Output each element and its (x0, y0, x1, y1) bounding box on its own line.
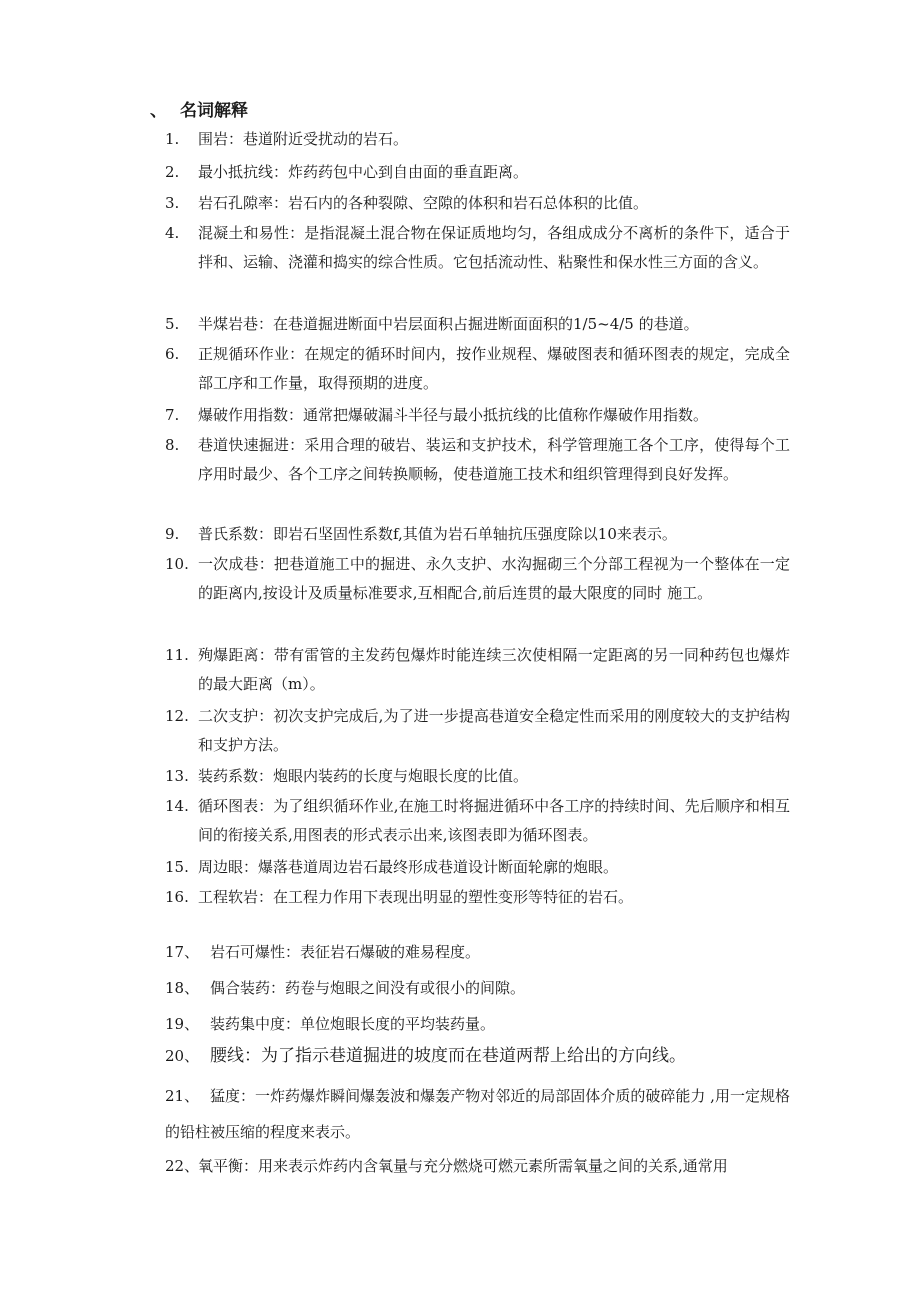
term-number: 21、 (165, 1087, 200, 1105)
term-definition: 最小抵抗线：炸药药包中心到自由面的垂直距离。 (198, 163, 529, 181)
term-number: 3. (165, 194, 180, 212)
term-item (165, 431, 790, 489)
term-item (165, 340, 790, 398)
term-item (165, 219, 790, 277)
term-definition: 殉爆距离：带有雷管的主发药包爆炸时能连续三次使相隔一定距离的另一同种药包也爆炸的最大距离（m）。 (198, 646, 790, 693)
term-number: 22、 (165, 1157, 200, 1175)
term-item (165, 792, 790, 850)
term-number: 10. (165, 555, 189, 573)
term-definition: 偶合装药：药卷与炮眼之间没有或很小的间隙。 (210, 979, 526, 997)
term-item (165, 938, 790, 967)
term-item (165, 550, 790, 608)
term-number: 11. (165, 646, 189, 664)
term-definition: 氧平衡：用来表示炸药内含氧量与充分燃烧可燃元素所需氧量之间的关系,通常用 (198, 1157, 728, 1175)
term-definition: 猛度：一炸药爆炸瞬间爆轰波和爆轰产物对邻近的局部固体介质的破碎能力 ,用一定规格的铅柱被压缩的程度来表示。 (165, 1087, 790, 1141)
term-item (165, 401, 790, 430)
term-item (165, 883, 790, 912)
term-number: 9. (165, 525, 180, 543)
term-number: 19、 (165, 1015, 200, 1033)
term-item (165, 702, 790, 760)
term-number: 12. (165, 707, 189, 725)
term-definition: 装药系数：炮眼内装药的长度与炮眼长度的比值。 (198, 767, 529, 785)
term-item (165, 310, 790, 339)
term-definition: 巷道快速掘进：采用合理的破岩、装运和支护技术，科学管理施工各个工序，使得每个工序用时最少、各个工序之间转换顺畅，使巷道施工技术和组织管理得到良好发挥。 (198, 436, 790, 483)
term-definition: 岩石孔隙率：岩石内的各种裂隙、空隙的体积和岩石总体积的比值。 (198, 194, 649, 212)
term-number: 13. (165, 767, 189, 785)
term-item (165, 1152, 790, 1181)
term-number: 7. (165, 406, 180, 424)
term-number: 2. (165, 163, 180, 181)
term-definition: 工程软岩：在工程力作用下表现出明显的塑性变形等特征的岩石。 (198, 888, 634, 906)
term-definition: 爆破作用指数：通常把爆破漏斗半径与最小抵抗线的比值称作爆破作用指数。 (198, 406, 709, 424)
term-definition: 半煤岩巷：在巷道掘进断面中岩层面积占掘进断面面积的1/5~4/5 的巷道。 (198, 315, 699, 333)
section-heading (150, 96, 248, 121)
term-number: 14. (165, 797, 189, 815)
term-definition: 一次成巷：把巷道施工中的掘进、永久支护、水沟掘砌三个分部工程视为一个整体在一定的距离内,按设计及质量标准要求,互相配合,前后连贯的最大限度的同时 施工。 (198, 555, 790, 602)
term-definition: 普氏系数：即岩石坚固性系数f,其值为岩石单轴抗压强度除以10来表示。 (198, 525, 677, 543)
term-number: 1. (165, 130, 180, 148)
term-definition: 腰线：为了指示巷道掘进的坡度而在巷道两帮上给出的方向线。 (210, 1046, 686, 1066)
term-number: 6. (165, 345, 180, 363)
section-mark: 、 (150, 101, 167, 121)
section-title: 名词解释 (180, 101, 248, 121)
term-definition: 岩石可爆性：表征岩石爆破的难易程度。 (210, 943, 481, 961)
term-number: 4. (165, 224, 180, 242)
term-number: 17、 (165, 943, 200, 961)
term-item (165, 1010, 790, 1039)
term-item (165, 1078, 790, 1150)
term-item (165, 1042, 790, 1071)
term-definition: 混凝土和易性：是指混凝土混合物在保证质地均匀，各组成成分不离析的条件下，适合于拌和、运输、浇灌和捣实的综合性质。它包括流动性、粘聚性和保水性三方面的含义。 (198, 224, 790, 271)
term-number: 20、 (165, 1047, 200, 1065)
term-item (165, 125, 790, 154)
term-definition: 循环图表：为了组织循环作业,在施工时将掘进循环中各工序的持续时间、先后顺序和相互间的衔接关系,用图表的形式表示出来,该图表即为循环图表。 (198, 797, 790, 844)
term-number: 18、 (165, 979, 200, 997)
term-item (165, 641, 790, 699)
term-item (165, 762, 790, 791)
term-item (165, 189, 790, 218)
term-definition: 正规循环作业：在规定的循环时间内，按作业规程、爆破图表和循环图表的规定，完成全部工序和工作量，取得预期的进度。 (198, 345, 790, 392)
term-item (165, 853, 790, 882)
term-number: 16. (165, 888, 189, 906)
term-number: 15. (165, 858, 189, 876)
term-definition: 装药集中度：单位炮眼长度的平均装药量。 (210, 1015, 496, 1033)
term-definition: 周边眼：爆落巷道周边岩石最终形成巷道设计断面轮廓的炮眼。 (198, 858, 619, 876)
term-number: 8. (165, 436, 180, 454)
term-item (165, 158, 790, 187)
term-definition: 二次支护：初次支护完成后,为了进一步提高巷道安全稳定性而采用的刚度较大的支护结构和支护方法。 (198, 707, 790, 754)
term-definition: 围岩：巷道附近受扰动的岩石。 (198, 130, 409, 148)
term-number: 5. (165, 315, 180, 333)
term-item (165, 520, 790, 549)
term-item (165, 974, 790, 1003)
